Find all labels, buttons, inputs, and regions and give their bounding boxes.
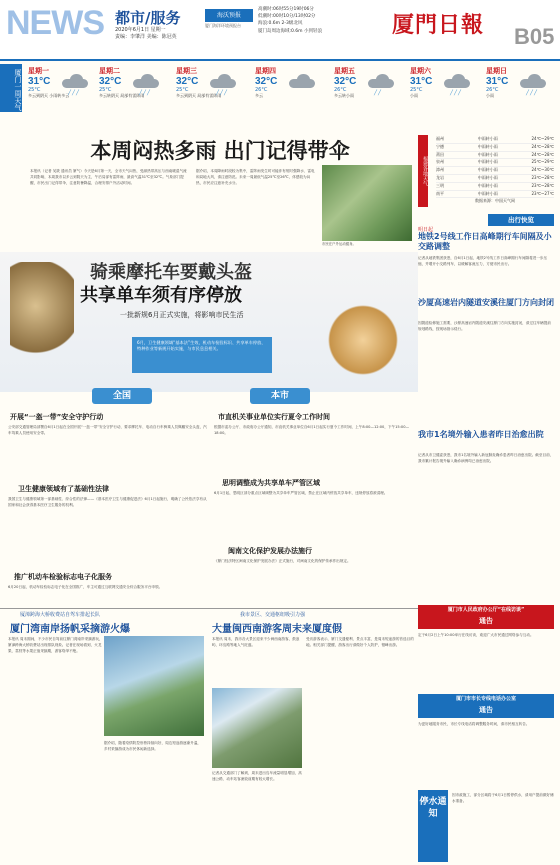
banner-line-1: 骑乘摩托车要戴头盔 [90,262,252,283]
rain-icon: ╱╱╱ [450,90,463,96]
day-cond: 多云到阴天 小雨转多云 [28,93,70,98]
bottom-right-body: 本报讯 周末，我市各大景区迎来不少闽西南游客，鼓浪屿、环岛路等地人气旺盛。 [212,637,300,647]
temp: 24℃~29℃ [531,136,554,141]
day-low: 26°C [334,87,347,93]
motorcycle-illustration [10,262,74,372]
table-row [436,136,554,144]
temp: 23℃~28℃ [531,174,554,180]
notice-box-2-head [418,694,554,718]
day-high: 31°C [28,76,51,87]
water-stop-label: 停水通知 [418,790,448,862]
city: 宁德 [436,143,444,149]
day-low: 25°C [176,87,189,93]
page-number: B05 [514,24,555,49]
day-high: 32°C [99,76,122,87]
temp: 24℃~28℃ [531,151,554,157]
forecast-day [28,66,94,110]
temp: 23℃~27℃ [531,190,554,196]
bottom-rule [0,608,418,609]
bottom-left-photo [104,636,204,736]
story-right-1: 市直机关事业单位实行夏令工作时间 [218,413,330,421]
ocean-line: 高潮时:06时55分19时06分 [258,7,314,12]
day-high: 31°C [410,76,433,87]
source-note: 数据来源：中国天气网 [475,198,515,204]
cloud-icon [210,74,236,88]
cond: 中雨转小雨 [477,190,498,196]
forecast-day [176,66,242,110]
page-header [0,0,560,60]
day-cond: 多云转小雨 [334,93,354,98]
city: 三明 [436,182,444,188]
day-name: 星期五 [334,67,355,75]
story-left-3-body: 6月20日起，机动车检验标志电子化在全国推广，车主可通过互联网交通安全综合服务平台申领。 [8,585,163,589]
temp: 24℃~28℃ [531,143,554,149]
table-row [436,175,554,183]
notice-article: 记者从市卫健委获悉，我市1名境外输入新冠肺炎确诊患者昨日治愈出院。截至目前，我市累计报告境外输入确诊病例均已治愈出院。 [418,453,554,463]
day-low: 26°C [255,87,268,93]
banner-note: 6月，卫生健康领域“基本法”生效，机动车检验标识、共享单车停放、特种作业等新规开始实施，与市民息息相关。 [132,337,272,373]
bottom-left-title: 厦门湾南岸扬帆采摘游火爆 [10,624,130,635]
day-name: 星期六 [410,67,431,75]
table-row [436,144,554,152]
weekly-forecast [0,64,560,112]
banner-line-2: 共享单车须有序停放 [80,285,242,306]
notice-box-2-sub: 通告 [479,706,493,714]
temp: 24℃~30℃ [531,167,554,173]
day-name: 星期四 [255,67,276,75]
travel-tag: 出行快览 [488,214,554,226]
province-weather-table [436,136,554,205]
rain-icon: ╱╱ [374,90,383,96]
ocean-line: 低潮时:00时10分/13时02分 [258,14,316,20]
day-low: 25°C [28,87,41,93]
story-left-1-body: 公安部交通管理局部署自6月1日起在全国开展“一盔一带”安全守护行动，要求摩托车、电动自行车骑乘人员佩戴安全头盔，汽车驾乘人员使用安全带。 [8,425,207,435]
story-left-1: 开展“一盔一带”安全守护行动 [10,413,104,421]
cloud-icon [520,74,546,88]
rain-icon: ╱╱╱ [216,90,229,96]
forecast-day [334,66,400,110]
story-right-3-body: 《厦门经济特区闽南文化保护发展办法》正式施行，对闽南文化的保护传承作出规定。 [214,559,351,563]
day-name: 星期一 [28,67,49,75]
forecast-side-label: 厦门一周天气 [0,64,22,112]
day-high: 32°C [255,76,278,87]
table-source [436,198,554,205]
banner-line-3: 一批新规6月正式实施，将影响市民生活 [120,311,244,319]
story-left-2-body: 我国卫生与健康领域第一部基础性、综合性的法律——《基本医疗卫生与健康促进法》6月1日起施行，明确了公民依法享有从国家和社会获得基本医疗卫生服务的权利。 [8,497,207,507]
city: 漳州 [436,167,444,173]
day-cond: 小雨 [486,93,494,98]
notice-box-2-body: 为更好地服务市民，市长专线电话将调整服务时间，请市民相互转告。 [418,722,530,726]
tag-national: 全国 [92,388,152,404]
bottom-right-title: 大量闽西南游客周末来厦度假 [212,624,342,635]
cloud-icon [368,74,394,88]
bottom-left-body: 本报讯 周末期间，不少市民自驾前往厦门湾南岸采摘游玩，厦漳跨海大桥收费站出现排队现象。记者在现场看到，火龙果、荔枝等水果正值采摘期，游客络绎不绝。 [8,637,103,653]
bottom-right-kicker: 我市景区、交通枢纽吸引力强 [240,612,306,618]
cond: 中雨转小雨 [477,143,498,149]
issue-meta [115,27,177,41]
issue-date: 2020年6月1日 星期一 [115,27,166,33]
ocean-forecast-lines [258,6,378,35]
travel-article-2: 因隧道检修施工需要，沙厦高速岩内隧道安溪往厦门方向实施封闭，请过往车辆提前规划路线，按现场指示绕行。 [418,321,551,331]
notice-box-1-head [418,605,554,629]
forecast-day [255,66,321,110]
forecast-day [486,66,552,110]
lead-photo [322,165,412,241]
cloud-icon [444,74,470,88]
ocean-line: 厦门岛周边海域:0.6m 小到轻浪 [258,28,322,34]
tag-local: 本市 [250,388,310,404]
water-stop-text: 因市政施工，部分区域将于6月1日暂停供水，请用户提前做好储水准备。 [452,793,554,803]
cond: 中雨转小雨 [477,136,498,141]
rain-icon: ╱╱╱ [139,90,152,96]
bottom-left-body-2: 据介绍，随着疫情防控形势持续向好，周边短途游逐渐升温，乡村采摘游成为市民休闲新选择。 [104,741,202,751]
day-cond: 多云到阴天 局部有雷阵雨 [176,93,222,98]
section-title: 都市/服务 [115,9,181,27]
day-name: 星期三 [176,67,197,75]
day-low: 26°C [486,87,499,93]
cloud-icon [289,74,315,88]
cloud-icon [133,74,159,88]
travel-date: 明日起 [418,227,434,233]
forecast-day [410,66,476,110]
ocean-line: 海浪:0.6m 2-3级北风 [258,21,303,27]
cond: 中雨转小雨 [477,167,498,173]
day-cond: 小雨 [410,93,418,98]
cond: 中雨转小雨 [477,151,498,157]
day-low: 25°C [410,87,423,93]
lead-photo-caption: 市民在户外运动健身。 [322,242,356,246]
city: 龙岩 [436,174,444,180]
story-left-2: 卫生健康领域有了基础性法律 [18,485,109,493]
story-right-1-body: 根据市委办公厅、市政府办公厅通知，市直机关事业单位自6月1日起实行夏令工作时间，上午8:00—12:00，下午15:00—18:00。 [214,425,410,435]
cloud-icon [62,74,88,88]
temp: 25℃~29℃ [531,159,554,165]
table-row [436,167,554,175]
lead-headline: 本周闷热多雨 出门记得带伞 [90,138,350,163]
day-name: 星期二 [99,67,120,75]
notice-headline: 我市1名境外输入患者昨日治愈出院 [418,430,544,439]
city: 莆田 [436,151,444,157]
city: 南平 [436,190,444,196]
table-row [436,183,554,191]
notice-box-1-body: 定于6月2日上午10:00举行在线访谈，欢迎广大市民通过网络参与互动。 [418,633,534,637]
day-cond: 多云 [255,93,263,98]
day-high: 31°C [486,76,509,87]
province-weather-label: 福建各地天气 [418,135,428,207]
cond: 中雨转小雨 [477,159,498,165]
bottom-right-photo [212,688,302,768]
ocean-forecast-source: 厦门海洋环境预报台 [205,23,241,28]
temp: 23℃~28℃ [531,182,554,188]
ocean-forecast-title: 海沃预报 [205,9,253,22]
travel-headline-2: 沙厦高速岩内隧道安溪往厦门方向封闭 [418,298,554,307]
travel-headline-1: 地铁2号线工作日高峰期行车间隔及小交路调整 [418,232,552,251]
newspaper-logo: 厦門日報 [392,12,485,38]
issue-editors: 责编：李肇洋 美编：陈冠英 [115,34,177,40]
bottom-right-body-3: 受访游客表示，厦门交通便利、景点丰富，是周末短途游的首选目的地。相关部门提醒，游客出行请做好个人防护，错峰出游。 [306,637,414,647]
header-rule [0,59,560,61]
cond: 中雨转小雨 [477,182,498,188]
city: 泉州 [436,159,444,165]
story-right-2-body: 6月1日起，思明区部分重点区域调整为共享单车严管区域，禁止在区域内停放共享单车，违规停放将被清理。 [214,491,388,495]
notice-box-1-title: 厦门市人民政府办公厅“在线访谈” [447,607,525,613]
travel-article-1: 记者从地铁集团获悉，自6月1日起，地铁2号线工作日高峰期行车间隔将进一步压缩，并增开小交路列车，以缓解客流压力，方便市民出行。 [418,256,548,266]
notice-box-1-sub: 通告 [479,617,493,625]
rain-icon: ╱╱╱ [68,90,81,96]
bicycle-illustration [318,300,408,380]
cond: 中雨转小雨 [477,174,498,180]
notice-box-2-title: 厦门市市长专线电话办公室 [455,696,516,702]
day-high: 32°C [334,76,357,87]
day-cond: 多云转阴天 局部有雷阵雨 [99,93,145,98]
day-name: 星期日 [486,67,507,75]
news-wordmark: NEWS [6,4,104,42]
bottom-left-kicker: 厦漳跨海大桥收费站自驾车排起长队 [20,612,101,618]
lead-article-col2: 据介绍，本周降雨时段较为集中，雷阵雨发生时可能伴有短时强降水、雷电和局地大风，请注意防范。未来一周最低气温25℃至26℃，体感较为闷热，市民应注意补充水分。 [196,169,315,185]
rain-icon: ╱╱╱ [526,90,539,96]
bottom-right-body-2: 记者从交通部门了解到，周末进出岛车流量明显增加，高速公路、动车站客流较前期有较大增长。 [212,771,302,781]
day-high: 32°C [176,76,199,87]
story-right-3: 闽南文化保护发展办法施行 [228,547,312,555]
story-right-2: 思明调整成为共享单车严管区域 [222,479,320,487]
lead-article-col1: 本报讯（记者 吴筱 通讯员 厦气）今天是6月第一天，全市天气闷热，受副热带高压与西南暖湿气流共同影响，本周我市以多云到阴天为主，午后局部有雷阵雨，最高气温31℃至32℃。气象部门提醒，市民出门记得带伞，注意防暑降温，合理安排户外活动时间。 [30,169,187,185]
city: 福州 [436,136,444,141]
story-left-3: 推广机动车检验标志电子化服务 [14,573,112,581]
forecast-day [99,66,165,110]
day-low: 25°C [99,87,112,93]
